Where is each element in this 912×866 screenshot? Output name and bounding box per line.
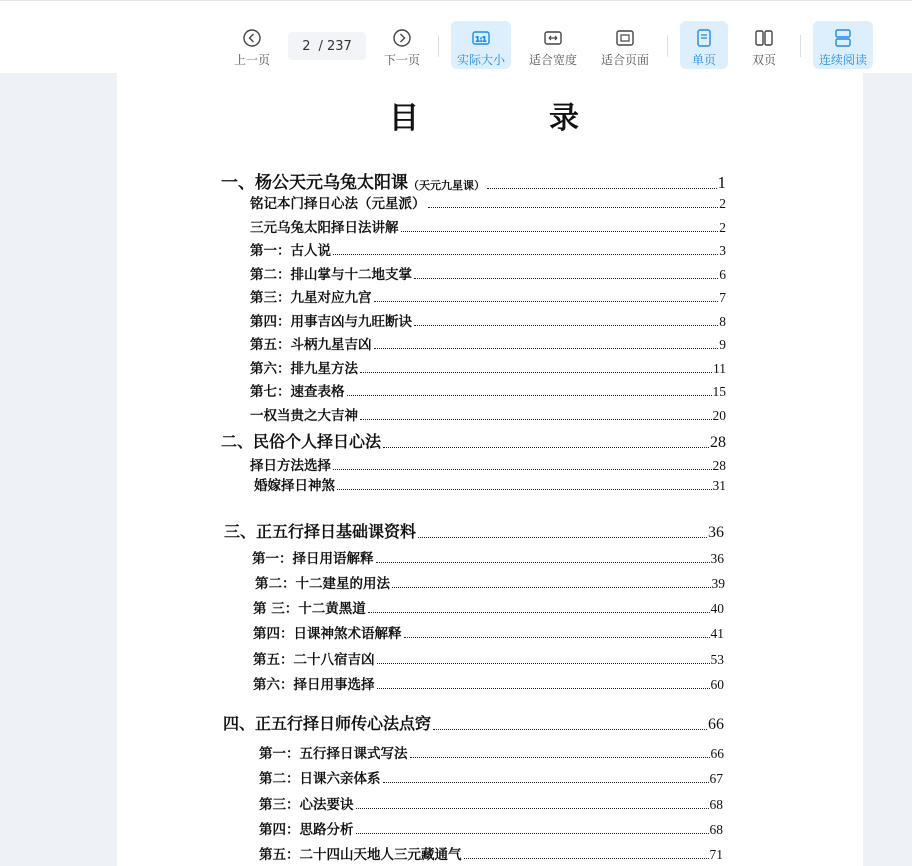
toc-entry-text: 第一：五行择日课式写法: [259, 746, 408, 762]
toc-entry-text: 一权当贵之大吉神: [250, 408, 358, 424]
toc-entry-text: 第四：用事吉凶与九旺断诀: [250, 314, 412, 330]
double-page-icon: [754, 28, 774, 48]
leader-dots: [376, 561, 710, 563]
toc-entry-page: 40: [710, 601, 724, 616]
leader-dots: [356, 832, 709, 834]
toc-entry-text: 第五：二十八宿吉凶: [253, 652, 375, 668]
leader-dots: [360, 418, 712, 420]
leader-dots: [337, 488, 712, 490]
leader-dots: [401, 230, 719, 232]
toc-entry[interactable]: [250, 357, 726, 377]
leader-dots: [374, 300, 719, 302]
toc-entry-text: 第 三：十二黄黑道: [253, 601, 366, 617]
fit-page-icon: [615, 28, 635, 48]
single-page-button[interactable]: [680, 21, 728, 69]
toc-entry[interactable]: [250, 454, 726, 474]
toc-entry[interactable]: [250, 333, 726, 353]
toc-entry-text: 第六：择日用事选择: [253, 677, 375, 693]
next-page-button[interactable]: [378, 21, 426, 69]
toc-entry-page: 60: [710, 677, 724, 692]
toc-entry-text: 第四：日课神煞术语解释: [253, 626, 402, 642]
continuous-read-label: 连续阅读: [818, 53, 867, 67]
toolbar-divider: [438, 35, 439, 57]
leader-dots: [374, 347, 719, 349]
chevron-right-circle-icon: [392, 28, 412, 48]
toc-entry-page: 71: [709, 847, 723, 862]
leader-dots: [414, 277, 718, 279]
toc-entry-text: 第一：古人说: [250, 243, 331, 259]
toc-entry-page: 39: [711, 576, 725, 591]
toc-entry-text: 四、正五行择日师传心法点窍: [223, 714, 432, 733]
toc-entry-text: 三元乌兔太阳择日法讲解: [250, 220, 399, 236]
toc-entry-page: 41: [710, 626, 724, 641]
toc-title-right: 录: [549, 101, 579, 136]
leader-dots: [404, 636, 710, 638]
toolbar-divider: [667, 35, 668, 57]
toc-entry-page: 8: [719, 314, 726, 329]
toc-entry[interactable]: [223, 711, 724, 734]
actual-size-button[interactable]: [451, 21, 511, 69]
current-page-input[interactable]: 2: [302, 38, 311, 54]
leader-dots: [410, 756, 710, 758]
toc-entry[interactable]: [250, 192, 726, 212]
fit-width-button[interactable]: [525, 21, 581, 69]
toc-entry[interactable]: [259, 818, 723, 838]
actual-size-icon: [471, 28, 491, 48]
leader-dots: [464, 857, 709, 859]
leader-dots: [333, 468, 712, 470]
fit-page-label: 适合页面: [600, 53, 649, 67]
toc-entry-page: 20: [712, 408, 726, 423]
prev-page-button[interactable]: [228, 21, 276, 69]
toc-entry-text: 第三：心法要诀: [259, 797, 354, 813]
leader-dots: [433, 728, 707, 730]
leader-dots: [418, 536, 707, 538]
chevron-left-circle-icon: [242, 28, 262, 48]
toc-entry[interactable]: [221, 429, 726, 452]
fit-page-button[interactable]: [597, 21, 653, 69]
toc-title: [0, 93, 912, 136]
leader-dots: [377, 662, 710, 664]
toc-entry-text: 第二：排山掌与十二地支掌: [250, 267, 412, 283]
toc-entry-page: 1: [717, 173, 726, 192]
next-page-label: 下一页: [383, 53, 420, 67]
double-page-button[interactable]: [740, 21, 788, 69]
toc-entry[interactable]: [253, 622, 724, 642]
toc-entry-page: 3: [719, 243, 726, 258]
leader-dots: [383, 446, 709, 448]
leader-dots: [487, 187, 717, 189]
continuous-read-icon: [833, 28, 853, 48]
toc-entry[interactable]: [250, 380, 726, 400]
toc-entry[interactable]: [221, 168, 726, 193]
toc-entry-text: 二、民俗个人择日心法: [221, 432, 382, 451]
toc-entry[interactable]: [250, 310, 726, 330]
toc-entry-page: 28: [710, 434, 726, 451]
toc-entry[interactable]: [255, 572, 725, 592]
continuous-read-button[interactable]: [813, 21, 873, 69]
toc-entry[interactable]: [253, 597, 724, 617]
toc-entry[interactable]: [252, 547, 724, 567]
leader-dots: [333, 253, 718, 255]
toc-entry-page: 15: [712, 384, 726, 399]
toc-entry-page: 66: [708, 716, 724, 733]
toc-entry-page: 36: [710, 551, 724, 566]
single-page-icon: [694, 28, 714, 48]
fit-width-icon: [543, 28, 563, 48]
toolbar-divider: [800, 35, 801, 57]
toc-entry-text: 第三：九星对应九宫: [250, 290, 372, 306]
toc-entry-text: 第二：日课六亲体系: [259, 771, 381, 787]
fit-width-label: 适合宽度: [528, 53, 577, 67]
toc-entry[interactable]: [224, 519, 724, 542]
toc-entry-text: 第一：择日用语解释: [252, 551, 374, 567]
leader-dots: [368, 611, 710, 613]
toc-entry-text: 铭记本门择日心法（元星派）: [250, 196, 426, 212]
toc-entry[interactable]: [259, 793, 723, 813]
toc-entry-page: 9: [719, 337, 726, 352]
toc-entry-page: 2: [719, 220, 726, 235]
toc-entry-text: 第五：斗柄九星吉凶: [250, 337, 372, 353]
toc-entry-note: （天元九星课）: [408, 179, 485, 192]
toc-entry[interactable]: [254, 474, 726, 494]
toc-entry-page: 31: [712, 478, 726, 493]
toc-entry[interactable]: [250, 239, 726, 259]
leader-dots: [360, 371, 712, 373]
toc-entry[interactable]: [250, 404, 726, 424]
leader-dots: [414, 324, 718, 326]
leader-dots: [392, 586, 711, 588]
toc-entry-page: 36: [708, 524, 724, 541]
leader-dots: [356, 807, 709, 809]
toc-entry[interactable]: [259, 742, 724, 762]
toc-entry-text: 婚嫁择日神煞: [254, 478, 335, 494]
double-page-label: 双页: [751, 53, 776, 67]
toc-entry[interactable]: [259, 843, 723, 863]
toc-entry-text: 第七：速查表格: [250, 384, 345, 400]
toc-entry[interactable]: [250, 216, 726, 236]
svg-text:1:1: 1:1: [475, 35, 487, 44]
toc-entry-page: 68: [709, 822, 723, 837]
toc-entry-page: 6: [719, 267, 726, 282]
toc-entry[interactable]: [250, 263, 726, 283]
toc-entry-page: 28: [712, 458, 726, 473]
toc-entry-page: 11: [713, 361, 726, 376]
toc-entry-text: 第五：二十四山天地人三元藏通气: [259, 847, 462, 863]
toc-entry-page: 67: [709, 771, 723, 786]
viewer-toolbar: [0, 0, 912, 73]
prev-page-label: 上一页: [233, 53, 270, 67]
toc-title-left: 目: [389, 101, 419, 136]
toc-entry-page: 68: [709, 797, 723, 812]
toc-entry-text: 第四：思路分析: [259, 822, 354, 838]
leader-dots: [383, 781, 709, 783]
toc-entry-page: 2: [719, 196, 726, 211]
page-indicator: [288, 32, 366, 60]
toc-entry-text: 三、正五行择日基础课资料: [224, 522, 417, 541]
toc-entry[interactable]: [259, 767, 723, 787]
toc-entry-text: 择日方法选择: [250, 458, 331, 474]
toc-entry-text: 第二：十二建星的用法: [255, 576, 390, 592]
leader-dots: [377, 687, 710, 689]
toc-entry-page: 7: [719, 290, 726, 305]
leader-dots: [347, 394, 712, 396]
total-pages: / 237: [318, 38, 352, 54]
leader-dots: [428, 206, 719, 208]
toc-entry-text: 一、杨公天元乌兔太阳课: [221, 173, 408, 193]
toc-entry[interactable]: [250, 286, 726, 306]
toc-entry-text: 第六：排九星方法: [250, 361, 358, 377]
toc-entry[interactable]: [253, 673, 724, 693]
actual-size-label: 实际大小: [456, 53, 505, 67]
toc-entry[interactable]: [253, 648, 724, 668]
single-page-label: 单页: [691, 53, 716, 67]
toc-entry-page: 66: [710, 746, 724, 761]
toc-entry-page: 53: [710, 652, 724, 667]
